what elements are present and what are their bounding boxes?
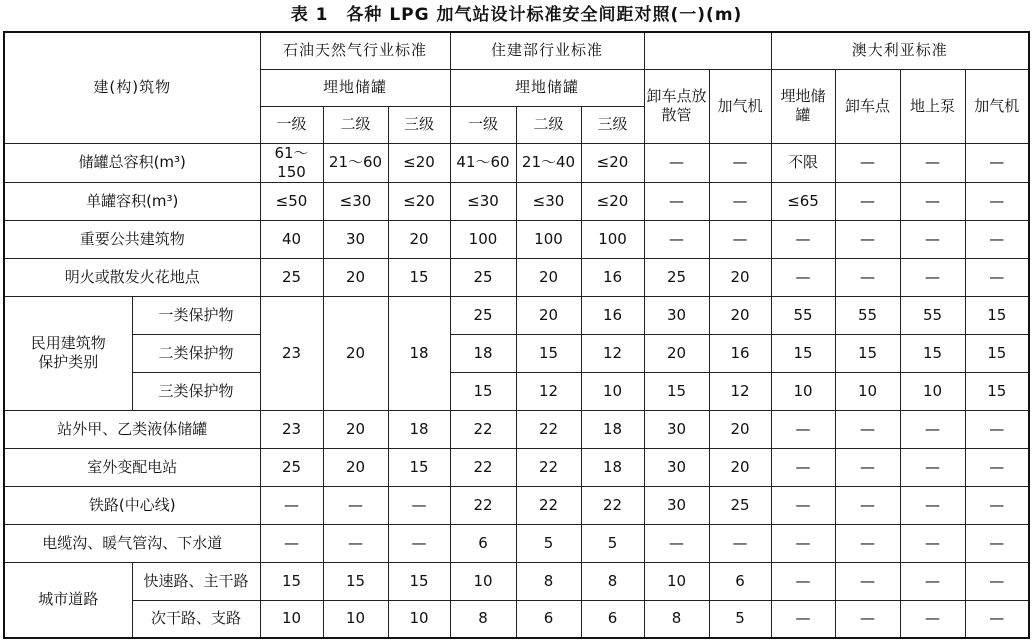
table-row — [4, 258, 1029, 296]
table-cell: 30 — [644, 296, 709, 334]
table-cell: ≤30 — [450, 182, 516, 220]
row-label: 快速路、主干路 — [132, 562, 260, 600]
table-cell: — — [709, 524, 771, 562]
table-cell: — — [771, 410, 835, 448]
table-cell: — — [771, 258, 835, 296]
table-cell: ≤30 — [516, 182, 581, 220]
table-cell: 100 — [450, 220, 516, 258]
table-cell: 10 — [260, 600, 323, 638]
table-cell: — — [965, 182, 1029, 220]
table-cell: 16 — [709, 334, 771, 372]
table-cell: — — [644, 143, 709, 182]
table-cell: 10 — [323, 600, 388, 638]
table-cell: 20 — [388, 220, 450, 258]
group-header-petro: 石油天然气行业标准 — [260, 32, 450, 69]
table-cell: 22 — [450, 410, 516, 448]
row-label: 二类保护物 — [132, 334, 260, 372]
table-cell: 55 — [771, 296, 835, 334]
table-cell: — — [709, 220, 771, 258]
table-cell: — — [709, 182, 771, 220]
corner-header: 建(构)筑物 — [4, 32, 260, 143]
table-cell: 22 — [450, 448, 516, 486]
table-cell: 15 — [323, 562, 388, 600]
table-cell: — — [323, 524, 388, 562]
table-cell: 23 — [260, 410, 323, 448]
row-label: 明火或散发火花地点 — [4, 258, 260, 296]
table-cell: — — [900, 448, 965, 486]
table-cell: — — [835, 143, 900, 182]
table-cell: — — [965, 143, 1029, 182]
table-cell: 6 — [450, 524, 516, 562]
table-cell: — — [900, 410, 965, 448]
table-row — [4, 448, 1029, 486]
table-cell: 21～60 — [323, 143, 388, 182]
table-cell: 16 — [581, 258, 644, 296]
row-label: 单罐容积(m³) — [4, 182, 260, 220]
group-header-mohurd: 住建部行业标准 — [450, 32, 644, 69]
row-label: 重要公共建筑物 — [4, 220, 260, 258]
table-cell: 55 — [835, 296, 900, 334]
table-cell: 18 — [450, 334, 516, 372]
table-cell: — — [835, 486, 900, 524]
row-label: 三类保护物 — [132, 372, 260, 410]
table-cell: — — [388, 524, 450, 562]
table-cell: 40 — [260, 220, 323, 258]
row-group-label: 民用建筑物保护类别 — [4, 296, 132, 410]
row-group-label: 城市道路 — [4, 562, 132, 638]
table-row — [4, 372, 1029, 410]
table-cell: ≤65 — [771, 182, 835, 220]
header-row-1 — [4, 32, 1029, 69]
table-cell: 25 — [709, 486, 771, 524]
table-cell: 15 — [388, 448, 450, 486]
row-label: 铁路(中心线) — [4, 486, 260, 524]
table-cell: 100 — [581, 220, 644, 258]
table-cell: ≤50 — [260, 182, 323, 220]
table-cell: — — [965, 486, 1029, 524]
table-cell: 15 — [965, 372, 1029, 410]
table-cell: 22 — [450, 486, 516, 524]
table-cell: — — [900, 143, 965, 182]
table-row — [4, 486, 1029, 524]
table-cell: 12 — [581, 334, 644, 372]
aus-pump-header: 地上泵 — [900, 69, 965, 143]
table-row — [4, 410, 1029, 448]
table-row — [4, 334, 1029, 372]
table-cell: — — [771, 562, 835, 600]
lpg-spacing-table — [3, 31, 1030, 639]
table-cell: 15 — [900, 334, 965, 372]
table-cell: ≤30 — [323, 182, 388, 220]
table-cell: 15 — [516, 334, 581, 372]
table-cell: — — [644, 182, 709, 220]
table-cell: 10 — [450, 562, 516, 600]
table-cell: 5 — [581, 524, 644, 562]
table-cell: 6 — [581, 600, 644, 638]
table-cell: ≤20 — [388, 182, 450, 220]
table-cell: 10 — [771, 372, 835, 410]
table-cell: 10 — [388, 600, 450, 638]
table-cell: 30 — [644, 486, 709, 524]
table-cell: ≤20 — [581, 143, 644, 182]
table-cell: — — [965, 524, 1029, 562]
table-cell: 15 — [388, 562, 450, 600]
table-cell: 20 — [709, 296, 771, 334]
row-label: 站外甲、乙类液体储罐 — [4, 410, 260, 448]
table-cell: — — [771, 220, 835, 258]
buried-tank-header: 埋地储罐 — [260, 69, 450, 106]
table-cell: ≤20 — [581, 182, 644, 220]
table-cell: 22 — [516, 410, 581, 448]
table-cell: — — [965, 258, 1029, 296]
table-cell: 30 — [323, 220, 388, 258]
table-cell: — — [260, 524, 323, 562]
table-cell: ≤20 — [388, 143, 450, 182]
table-cell: — — [260, 486, 323, 524]
table-cell: — — [835, 562, 900, 600]
row-label: 储罐总容积(m³) — [4, 143, 260, 182]
table-cell: — — [965, 600, 1029, 638]
table-cell: 41～60 — [450, 143, 516, 182]
table-cell: 20 — [709, 258, 771, 296]
table-cell: 30 — [644, 410, 709, 448]
table-cell: — — [644, 220, 709, 258]
table-row — [4, 296, 1029, 334]
table-cell: 22 — [516, 448, 581, 486]
dispenser-header: 加气机 — [709, 69, 771, 143]
table-cell: 18 — [388, 296, 450, 410]
table-cell: — — [835, 524, 900, 562]
table-cell: — — [709, 143, 771, 182]
table-cell: 8 — [581, 562, 644, 600]
table-row — [4, 562, 1029, 600]
table-cell: — — [965, 448, 1029, 486]
table-cell: 18 — [581, 410, 644, 448]
table-cell: 20 — [516, 296, 581, 334]
group-header-mohurd-cont — [644, 32, 771, 69]
table-cell: 8 — [516, 562, 581, 600]
grade-header: 三级 — [581, 106, 644, 143]
table-cell: — — [835, 258, 900, 296]
table-cell: 22 — [516, 486, 581, 524]
table-cell: 6 — [516, 600, 581, 638]
grade-header: 二级 — [516, 106, 581, 143]
table-cell: 15 — [644, 372, 709, 410]
row-label: 一类保护物 — [132, 296, 260, 334]
table-cell: 20 — [516, 258, 581, 296]
table-cell: — — [965, 220, 1029, 258]
table-cell: — — [900, 182, 965, 220]
table-cell: — — [835, 182, 900, 220]
table-row — [4, 600, 1029, 638]
table-cell: 12 — [516, 372, 581, 410]
table-cell: 10 — [900, 372, 965, 410]
table-cell: 8 — [644, 600, 709, 638]
table-cell: 23 — [260, 296, 323, 410]
table-cell: — — [771, 600, 835, 638]
table-cell: — — [771, 486, 835, 524]
table-cell: 15 — [260, 562, 323, 600]
row-label: 电缆沟、暖气管沟、下水道 — [4, 524, 260, 562]
table-cell: 25 — [260, 258, 323, 296]
aus-unload-header: 卸车点 — [835, 69, 900, 143]
aus-dispenser-header: 加气机 — [965, 69, 1029, 143]
table-cell: — — [965, 562, 1029, 600]
table-cell: 20 — [644, 334, 709, 372]
table-cell: 18 — [581, 448, 644, 486]
table-cell: 100 — [516, 220, 581, 258]
aus-tank-header: 埋地储罐 — [771, 69, 835, 143]
table-cell: 25 — [260, 448, 323, 486]
table-cell: 16 — [581, 296, 644, 334]
table-cell: — — [644, 524, 709, 562]
table-cell: 15 — [835, 334, 900, 372]
table-cell: 5 — [709, 600, 771, 638]
table-cell: 20 — [323, 448, 388, 486]
table-cell: 30 — [644, 448, 709, 486]
table-cell: — — [900, 524, 965, 562]
table-cell: 15 — [965, 296, 1029, 334]
table-row — [4, 220, 1029, 258]
table-cell: 10 — [644, 562, 709, 600]
table-cell: 15 — [771, 334, 835, 372]
table-cell: 25 — [644, 258, 709, 296]
table-cell: — — [835, 600, 900, 638]
table-cell: 20 — [323, 410, 388, 448]
row-label: 室外变配电站 — [4, 448, 260, 486]
table-cell: — — [771, 448, 835, 486]
grade-header: 一级 — [450, 106, 516, 143]
grade-header: 二级 — [323, 106, 388, 143]
table-cell: 20 — [709, 448, 771, 486]
table-cell: 12 — [709, 372, 771, 410]
table-cell: 25 — [450, 258, 516, 296]
table-cell: 15 — [965, 334, 1029, 372]
table-cell: — — [900, 600, 965, 638]
table-caption: 表 1 各种 LPG 加气站设计标准安全间距对照(一)(m) — [290, 5, 743, 25]
table-cell: 15 — [450, 372, 516, 410]
table-cell: — — [965, 410, 1029, 448]
table-cell: 8 — [450, 600, 516, 638]
table-row — [4, 524, 1029, 562]
grade-header: 三级 — [388, 106, 450, 143]
table-cell: 5 — [516, 524, 581, 562]
table-cell: 20 — [709, 410, 771, 448]
group-header-aus: 澳大利亚标准 — [771, 32, 1029, 69]
unloading-vent-header: 卸车点放散管 — [644, 69, 709, 143]
table-cell: — — [900, 258, 965, 296]
table-cell: 10 — [581, 372, 644, 410]
row-label: 次干路、支路 — [132, 600, 260, 638]
table-cell: — — [771, 524, 835, 562]
table-cell: 6 — [709, 562, 771, 600]
table-cell: 55 — [900, 296, 965, 334]
table-cell: — — [323, 486, 388, 524]
table-cell: — — [900, 220, 965, 258]
table-cell: — — [835, 220, 900, 258]
table-cell: 25 — [450, 296, 516, 334]
table-cell: — — [388, 486, 450, 524]
table-cell: 61～150 — [260, 143, 323, 182]
table-cell: — — [900, 486, 965, 524]
table-row — [4, 182, 1029, 220]
table-cell: — — [900, 562, 965, 600]
table-cell: 21～40 — [516, 143, 581, 182]
table-cell: 不限 — [771, 143, 835, 182]
table-cell: — — [835, 410, 900, 448]
table-cell: 22 — [581, 486, 644, 524]
table-cell: 15 — [388, 258, 450, 296]
table-row — [4, 143, 1029, 182]
grade-header: 一级 — [260, 106, 323, 143]
table-cell: 20 — [323, 258, 388, 296]
buried-tank-header: 埋地储罐 — [450, 69, 644, 106]
table-cell: 20 — [323, 296, 388, 410]
table-cell: 10 — [835, 372, 900, 410]
table-cell: — — [835, 448, 900, 486]
table-cell: 18 — [388, 410, 450, 448]
